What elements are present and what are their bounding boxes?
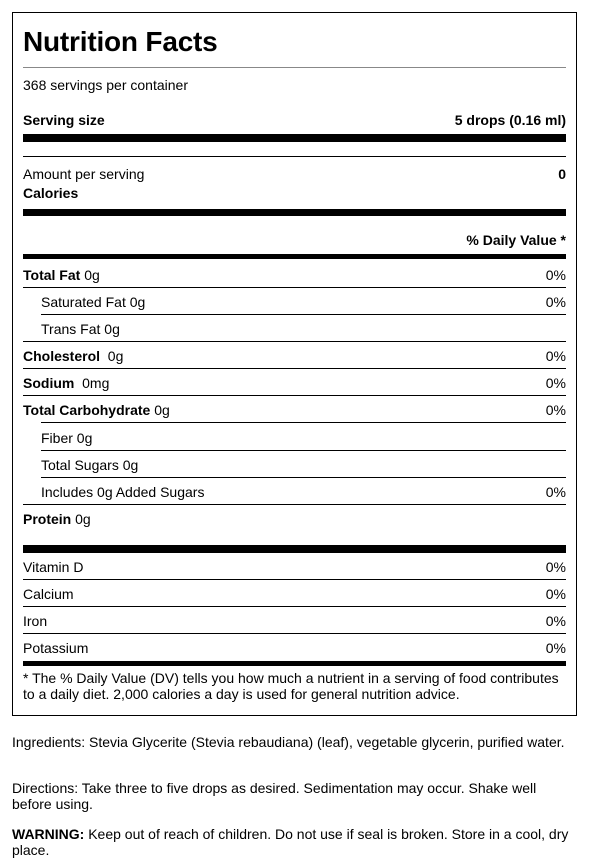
nutrient-name: Total Fat [23, 267, 81, 283]
nutrient-amount: 0g [122, 457, 139, 473]
nutrient-dv: 0% [545, 294, 566, 310]
nutrient-name: Fiber [41, 430, 73, 446]
directions-text: Directions: Take three to five drops as desired. Sedimentation may occur. Shake well before using. [12, 780, 537, 812]
nutrient-row-protein [23, 505, 566, 532]
nutrient-row-sodium [23, 369, 566, 396]
nutrition-facts-panel [12, 12, 577, 716]
serving-size-label: Serving size [23, 112, 105, 128]
title-divider [23, 67, 566, 68]
nutrition-facts-title: Nutrition Facts [23, 26, 218, 57]
nutrient-name: Sodium [23, 375, 75, 391]
footnote-thick-bar [23, 661, 566, 666]
nutrient-row-total-sugars [23, 451, 566, 478]
warning-label: WARNING: [12, 826, 85, 842]
warning-text [12, 826, 572, 858]
serving-thick-bar [23, 134, 566, 142]
ingredients-text: Ingredients: Stevia Glycerite (Stevia rebaudiana) (leaf), vegetable glycerin, purified water. [12, 734, 565, 750]
nutrient-amount: 0g [75, 511, 91, 527]
dv-header-bar [23, 254, 566, 259]
nutrient-amount: 0g [84, 267, 100, 283]
vitamin-dv: 0% [545, 640, 566, 656]
vitamin-name: Iron [23, 613, 48, 629]
vitamin-row-potassium [23, 634, 566, 661]
vitamin-dv: 0% [545, 586, 566, 602]
nutrient-name: Trans Fat [41, 321, 101, 337]
amount-divider [23, 156, 566, 157]
vitamin-name: Potassium [23, 640, 89, 656]
daily-value-header: % Daily Value * [466, 232, 566, 248]
vitamin-dv: 0% [545, 613, 566, 629]
nutrient-amount: 0g [104, 321, 120, 337]
amount-per-serving: Amount per serving [23, 166, 145, 182]
vitamin-row-vitamin-d [23, 553, 566, 580]
vitamin-row-iron [23, 607, 566, 634]
nutrient-name: Cholesterol [23, 348, 101, 364]
vitamin-row-calcium [23, 580, 566, 607]
nutrient-name: Total Sugars [41, 457, 119, 473]
nutrient-amount: 0g [154, 402, 170, 418]
nutrient-name: Protein [23, 511, 72, 527]
nutrient-dv: 0% [545, 375, 566, 391]
calories-thick-bar [23, 209, 566, 216]
daily-value-footnote: * The % Daily Value (DV) tells you how much a nutrient in a serving of food contributes to a daily diet. 2,000 calories a day is used for general nutrition advice. [23, 670, 559, 702]
serving-size-value: 5 drops (0.16 ml) [454, 112, 566, 128]
nutrient-dv: 0% [545, 267, 566, 283]
nutrient-name: Includes 0g Added Sugars [41, 484, 205, 500]
nutrient-dv: 0% [545, 484, 566, 500]
nutrient-row-total-carbohydrate [23, 396, 566, 423]
nutrient-amount: 0g [107, 348, 124, 364]
nutrient-name: Total Carbohydrate [23, 402, 151, 418]
nutrient-row-total-fat [23, 261, 566, 288]
row-divider [41, 422, 566, 423]
nutrient-amount: 0g [76, 430, 93, 446]
nutrient-row-added-sugars [23, 478, 566, 505]
nutrient-dv: 0% [545, 402, 566, 418]
nutrient-dv: 0% [545, 348, 566, 364]
nutrient-name: Saturated Fat [41, 294, 126, 310]
protein-thick-bar [23, 545, 566, 553]
nutrient-amount: 0g [129, 294, 146, 310]
vitamin-name: Calcium [23, 586, 74, 602]
nutrient-amount: 0mg [82, 375, 110, 391]
vitamin-dv: 0% [545, 559, 566, 575]
nutrient-row-cholesterol [23, 342, 566, 369]
nutrient-row-saturated-fat [23, 288, 566, 315]
vitamin-name: Vitamin D [23, 559, 84, 575]
warning-body: Keep out of reach of children. Do not use if seal is broken. Store in a cool, dry place. [12, 826, 569, 858]
calories-value: 0 [558, 166, 566, 182]
servings-per-container: 368 servings per container [23, 77, 188, 93]
nutrient-row-fiber [23, 424, 566, 451]
nutrient-row-trans-fat [23, 315, 566, 342]
calories-label: Calories [23, 185, 79, 201]
